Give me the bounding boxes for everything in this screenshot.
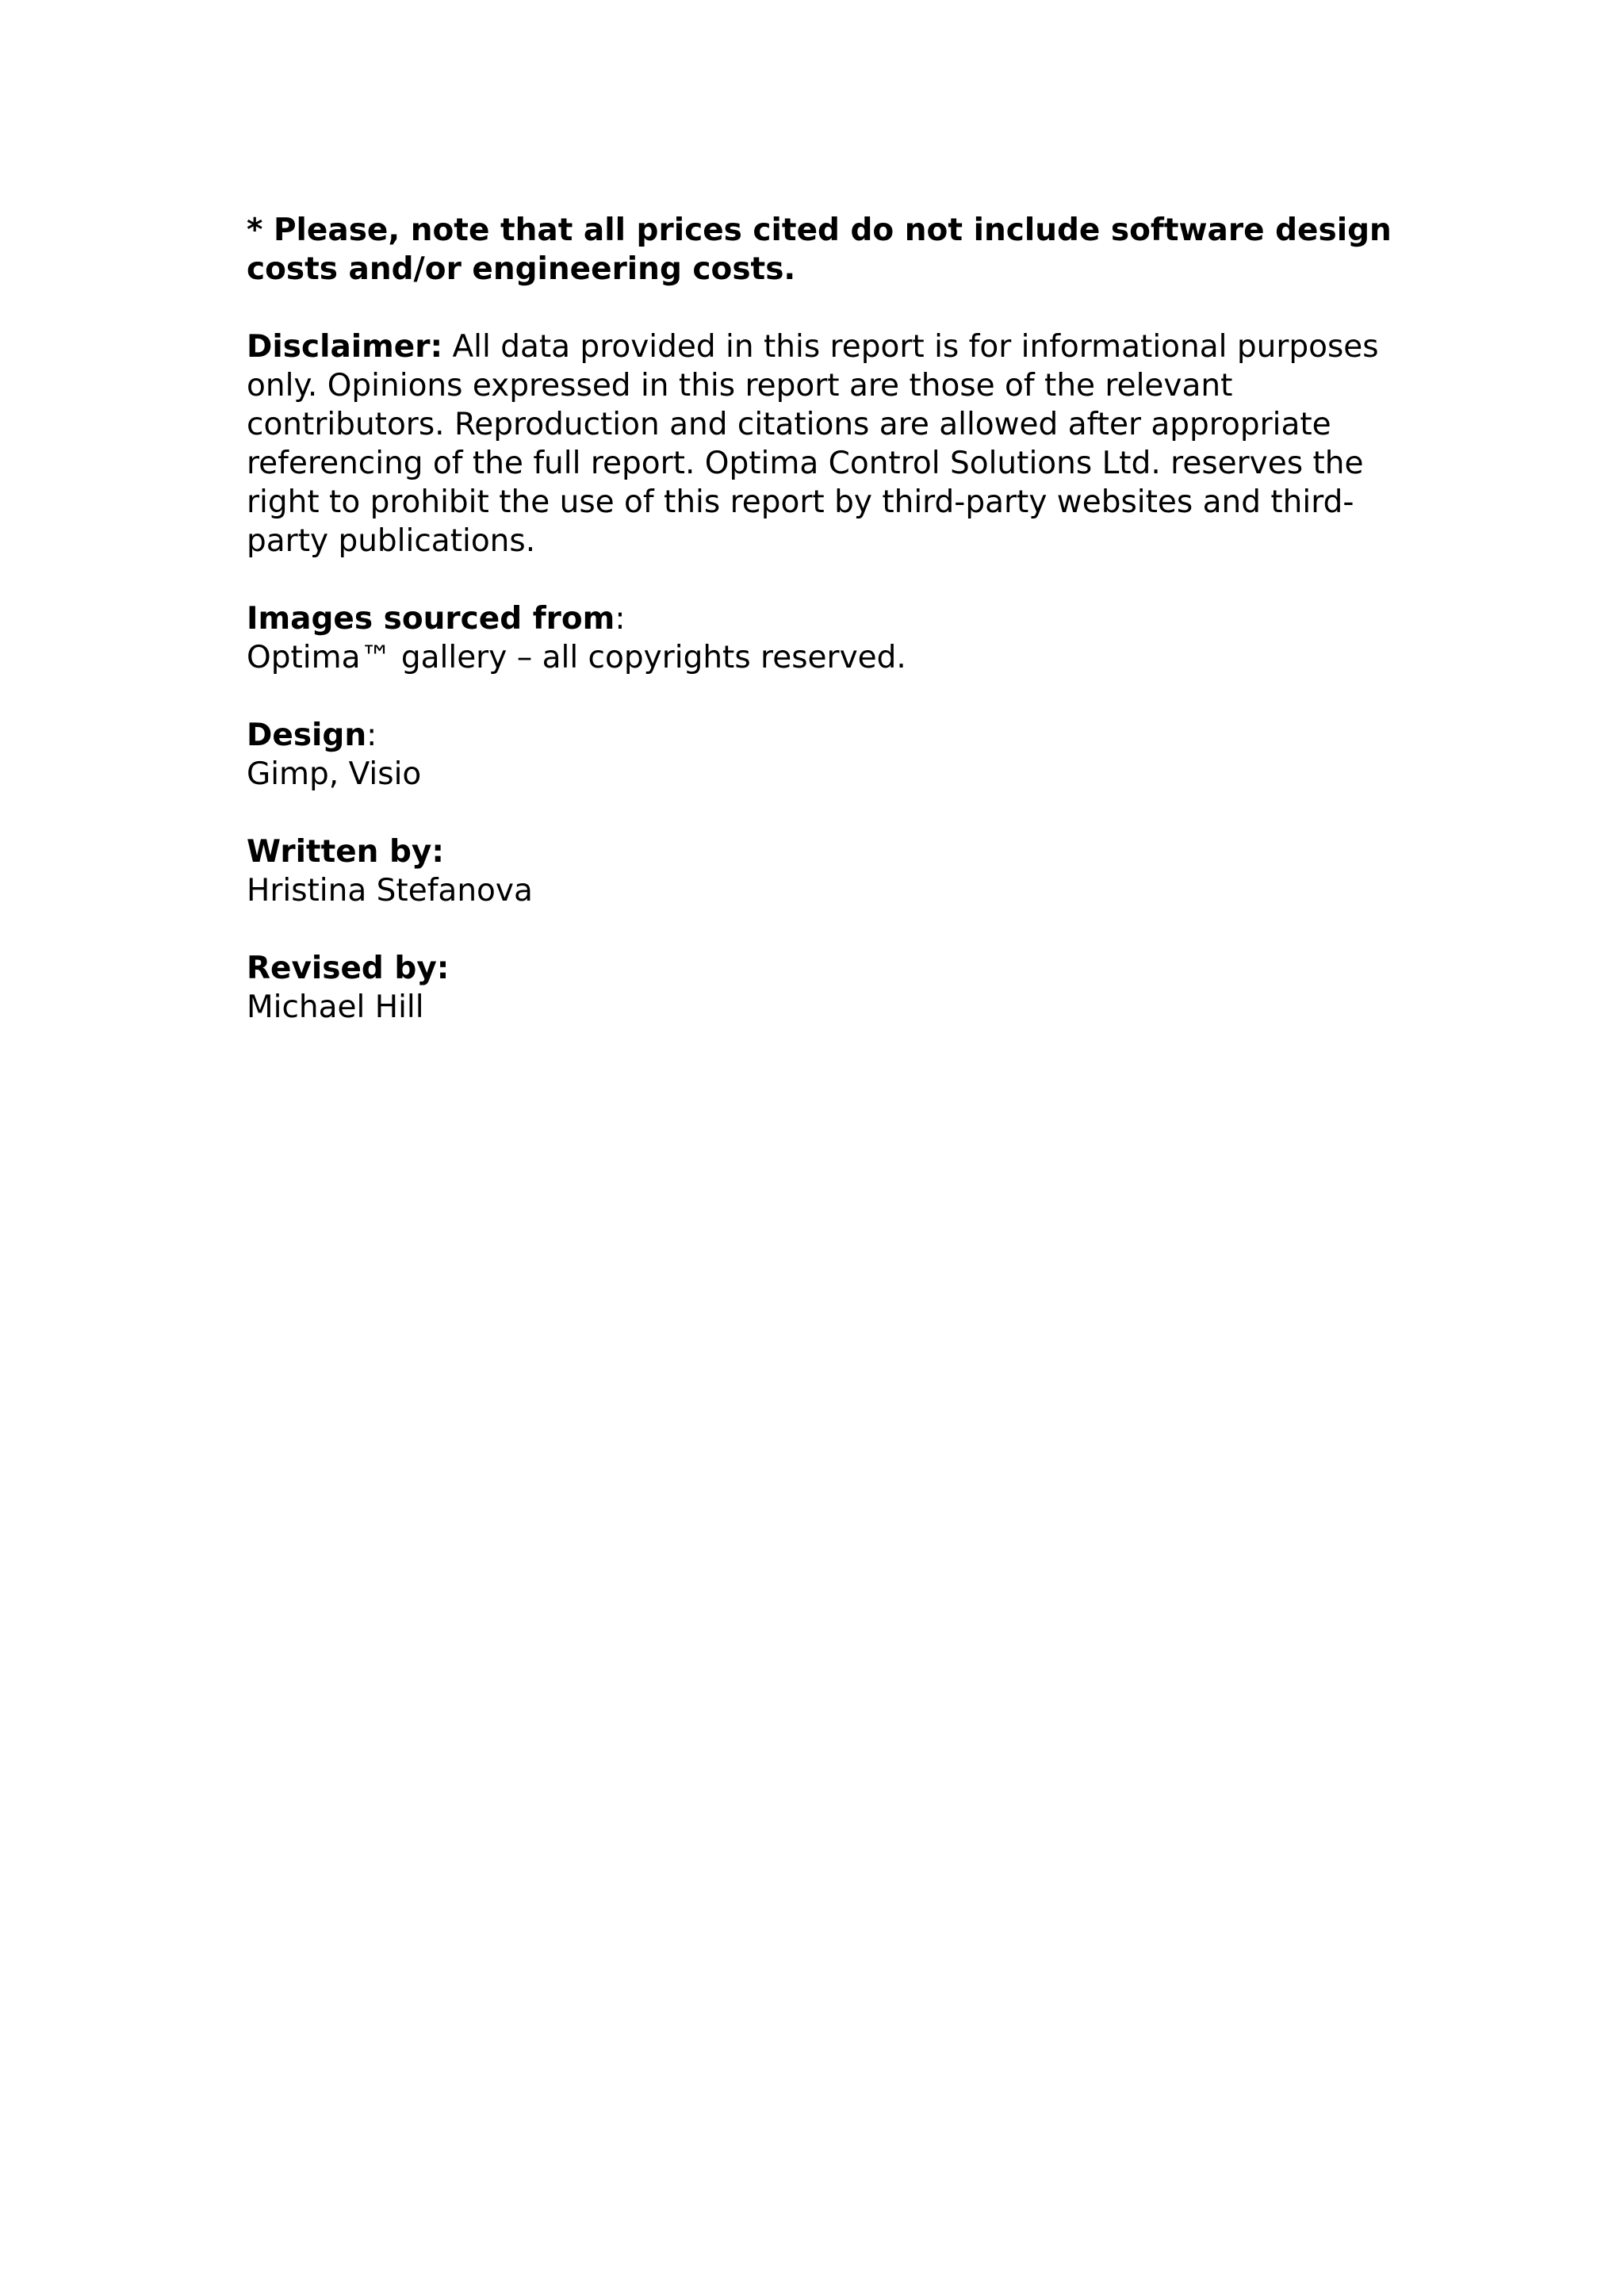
design-credit-heading (247, 716, 1420, 755)
pricing-note: * Please, note that all prices cited do not include software design costs and/or engineering costs. (247, 212, 1392, 287)
revised-credit (247, 949, 1420, 1027)
disclaimer-label: Disclaimer: (247, 329, 443, 365)
written-credit-label: Written by: (247, 834, 444, 870)
written-credit (247, 832, 1420, 910)
images-credit-colon: : (615, 601, 626, 637)
revised-credit-label: Revised by: (247, 951, 450, 986)
images-credit-heading (247, 599, 1420, 638)
design-credit-label: Design (247, 718, 367, 753)
disclaimer-paragraph (247, 327, 1420, 561)
written-credit-value: Hristina Stefanova (247, 873, 533, 909)
design-credit-colon: : (366, 718, 377, 753)
design-credit (247, 716, 1420, 794)
document-page (247, 211, 1420, 1066)
images-credit-label: Images sourced from (247, 601, 615, 637)
images-credit-value: Optima™ gallery – all copyrights reserved. (247, 640, 906, 675)
design-credit-value: Gimp, Visio (247, 756, 422, 792)
images-credit (247, 599, 1420, 677)
disclaimer-text: All data provided in this report is for informational purposes only. Opinions expressed in this report are those of the relevant contributors. Reproduction and citations are allowed after appropriate referencing of the full report. Optima Control Solutions Ltd. reserves the right to prohibit the use of this report by third-party websites and third-party publications. (247, 329, 1379, 559)
revised-credit-value: Michael Hill (247, 989, 424, 1025)
